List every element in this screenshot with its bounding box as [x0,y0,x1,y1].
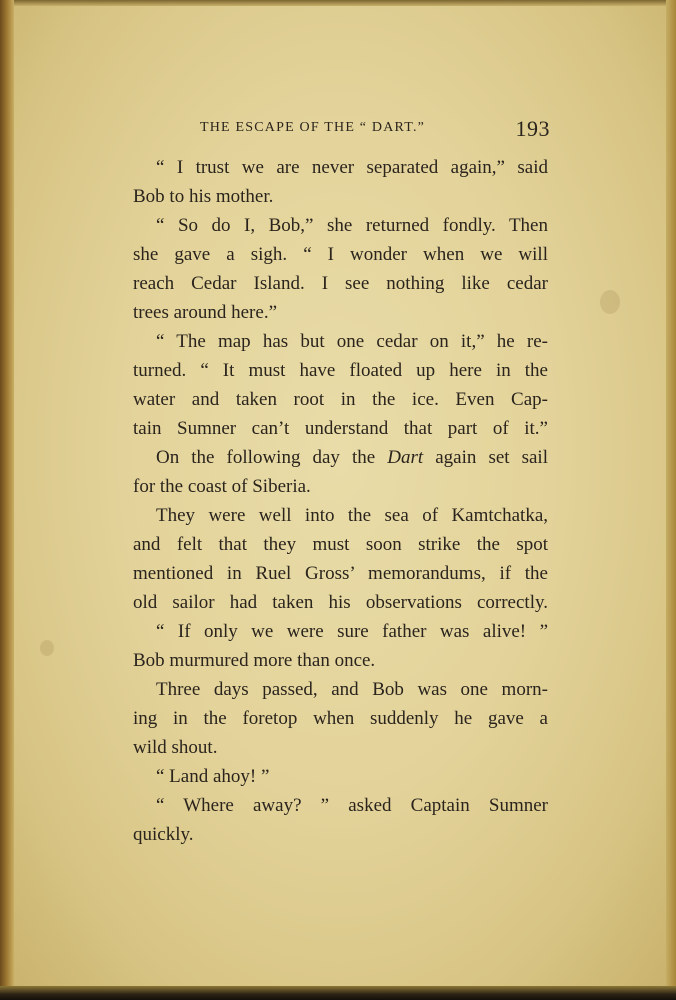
text-line: tain Sumner can’t understand that part of it.” [133,418,548,439]
text-line: “ So do I, Bob,” she returned fondly. Then [156,215,548,236]
running-head [132,116,550,144]
page-number: 193 [515,116,550,141]
text-line: “ The map has but one cedar on it,” he re- [156,331,548,352]
body-text [133,153,548,849]
paper-stain [600,290,620,314]
text-line: “ Where away? ” asked Captain Sumner [156,795,548,816]
text-segment: On the following day the [156,447,388,468]
text-line: old sailor had taken his observations correctly. [133,592,548,613]
text-line: she gave a sigh. “ I wonder when we will [133,244,548,265]
running-title: THE ESCAPE OF THE “ DART.” [200,120,426,135]
text-line: for the coast of Siberia. [133,476,311,497]
text-line: reach Cedar Island. I see nothing like cedar [133,273,548,294]
page-top-edge [0,0,676,6]
text-line: turned. “ It must have floated up here in the [133,360,548,381]
ship-name: Dart [387,447,424,468]
text-line: water and taken root in the ice. Even Cap- [133,389,548,410]
page-right-edge [666,0,676,1000]
text-line [133,443,548,472]
text-segment: again set sail [423,447,548,468]
text-line: wild shout. [133,737,218,758]
text-line: mentioned in Ruel Gross’ memorandums, if the [133,563,548,584]
text-line: Bob to his mother. [133,186,274,207]
text-line: “ Land ahoy! ” [156,766,270,787]
text-line: ing in the foretop when suddenly he gave a [133,708,548,729]
text-line: Three days passed, and Bob was one morn- [156,679,548,700]
book-spine-edge [0,0,14,1000]
text-line: “ If only we were sure father was alive! ” [156,621,548,642]
text-line: and felt that they must soon strike the spot [133,534,548,555]
text-line: quickly. [133,824,194,845]
text-line: Bob murmured more than once. [133,650,376,671]
text-line: They were well into the sea of Kamtchatka, [156,505,548,526]
page-bottom-edge [0,986,676,1000]
paper-stain [40,640,54,656]
text-line: trees around here.” [133,302,278,323]
text-line: “ I trust we are never separated again,” said [156,157,548,178]
